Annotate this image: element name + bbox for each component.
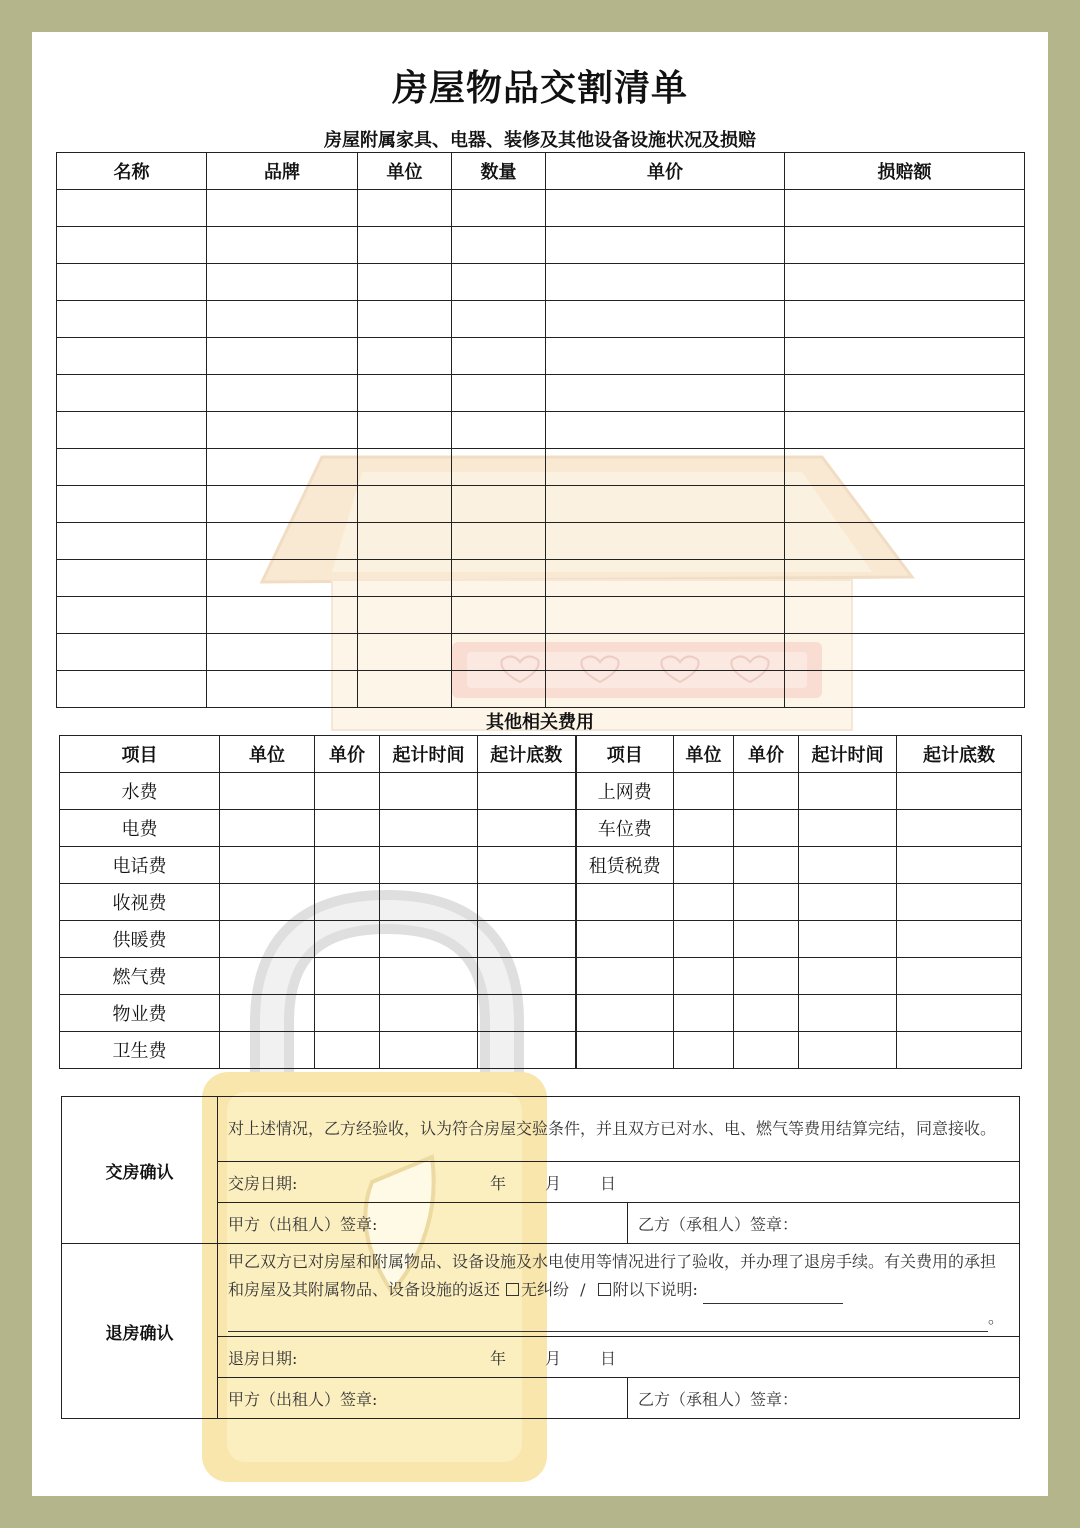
header-brand: 品牌 xyxy=(207,153,358,190)
no-dispute-label: 无纠纷 xyxy=(521,1280,570,1299)
fees-header-item-2: 项目 xyxy=(576,736,674,773)
handover-month: 月 xyxy=(545,1173,562,1193)
header-unit: 单位 xyxy=(358,153,452,190)
furniture-row xyxy=(57,486,1025,523)
see-notes-label: 附以下说明: xyxy=(612,1280,698,1299)
fees-section-title: 其他相关费用 xyxy=(486,712,594,733)
furniture-cell[interactable] xyxy=(57,634,207,671)
furniture-cell[interactable] xyxy=(358,227,452,264)
fees-header-unit-2: 单位 xyxy=(674,736,734,773)
fee-cell[interactable] xyxy=(799,958,897,995)
fee-cell[interactable] xyxy=(799,921,897,958)
furniture-row xyxy=(57,523,1025,560)
furniture-row xyxy=(57,264,1025,301)
furniture-cell[interactable] xyxy=(546,523,785,560)
see-notes-checkbox[interactable] xyxy=(598,1283,611,1296)
furniture-cell[interactable] xyxy=(546,597,785,634)
furniture-row xyxy=(57,671,1025,708)
furniture-row xyxy=(57,227,1025,264)
furniture-cell[interactable] xyxy=(207,412,358,449)
fee-cell[interactable] xyxy=(478,773,576,810)
furniture-cell[interactable] xyxy=(358,190,452,227)
fee-cell[interactable] xyxy=(897,810,1022,847)
furniture-cell[interactable] xyxy=(546,486,785,523)
fee-item-label: 供暖费 xyxy=(60,921,220,958)
furniture-cell[interactable] xyxy=(207,634,358,671)
fee-cell[interactable] xyxy=(897,1032,1022,1069)
fee-cell[interactable] xyxy=(478,884,576,921)
fee-cell[interactable] xyxy=(897,995,1022,1032)
checkout-label: 退房确认 xyxy=(62,1244,218,1419)
furniture-cell[interactable] xyxy=(207,560,358,597)
furniture-cell[interactable] xyxy=(546,301,785,338)
fee-cell[interactable] xyxy=(220,847,315,884)
fee-item-label-right xyxy=(576,921,674,958)
fee-cell[interactable] xyxy=(220,1032,315,1069)
fees-header-row xyxy=(60,736,1022,773)
furniture-cell[interactable] xyxy=(452,264,546,301)
furniture-row xyxy=(57,449,1025,486)
fee-item-label-right xyxy=(576,958,674,995)
fee-cell[interactable] xyxy=(897,958,1022,995)
fee-cell[interactable] xyxy=(220,921,315,958)
furniture-cell[interactable] xyxy=(207,264,358,301)
header-quantity: 数量 xyxy=(452,153,546,190)
checkout-tenant-signature[interactable]: 乙方（承租人）签章： xyxy=(628,1378,1020,1419)
furniture-cell[interactable] xyxy=(785,597,1025,634)
document-page xyxy=(32,32,1048,1496)
handover-date-label: 交房日期: xyxy=(228,1173,298,1193)
furniture-cell[interactable] xyxy=(207,375,358,412)
fee-cell[interactable] xyxy=(897,847,1022,884)
furniture-cell[interactable] xyxy=(546,375,785,412)
furniture-cell[interactable] xyxy=(785,190,1025,227)
fee-cell[interactable] xyxy=(799,773,897,810)
furniture-row xyxy=(57,634,1025,671)
fee-cell[interactable] xyxy=(315,958,380,995)
checkout-month: 月 xyxy=(545,1348,562,1368)
fee-cell[interactable] xyxy=(674,995,734,1032)
furniture-cell[interactable] xyxy=(207,227,358,264)
fee-item-label-right: 车位费 xyxy=(576,810,674,847)
fee-cell[interactable] xyxy=(315,921,380,958)
furniture-row xyxy=(57,412,1025,449)
fees-table xyxy=(59,735,1022,1069)
furniture-cell[interactable] xyxy=(57,264,207,301)
fee-row xyxy=(60,921,1022,958)
furniture-cell[interactable] xyxy=(546,190,785,227)
furniture-cell[interactable] xyxy=(358,301,452,338)
fee-cell[interactable] xyxy=(220,810,315,847)
fee-cell[interactable] xyxy=(315,884,380,921)
furniture-cell[interactable] xyxy=(57,449,207,486)
fee-cell[interactable] xyxy=(315,995,380,1032)
furniture-cell[interactable] xyxy=(57,597,207,634)
handover-statement: 对上述情况，乙方经验收，认为符合房屋交验条件，并且双方已对水、电、燃气等费用结算完结，同意接收。 xyxy=(218,1097,1020,1162)
furniture-cell[interactable] xyxy=(207,301,358,338)
furniture-cell[interactable] xyxy=(452,412,546,449)
fee-cell[interactable] xyxy=(799,884,897,921)
fee-cell[interactable] xyxy=(734,995,799,1032)
furniture-cell[interactable] xyxy=(207,597,358,634)
furniture-row xyxy=(57,190,1025,227)
furniture-row xyxy=(57,597,1025,634)
furniture-cell[interactable] xyxy=(452,523,546,560)
fee-cell[interactable] xyxy=(315,847,380,884)
fees-header-unit-price-2: 单价 xyxy=(734,736,799,773)
furniture-cell[interactable] xyxy=(785,523,1025,560)
fee-cell[interactable] xyxy=(734,810,799,847)
fee-cell[interactable] xyxy=(478,810,576,847)
handover-landlord-signature[interactable]: 甲方（出租人）签章: xyxy=(218,1203,628,1244)
fee-cell[interactable] xyxy=(734,884,799,921)
fee-row xyxy=(60,1032,1022,1069)
furniture-body xyxy=(57,190,1025,708)
fee-cell[interactable] xyxy=(897,884,1022,921)
fees-header-start-time-2: 起计时间 xyxy=(799,736,897,773)
fee-cell[interactable] xyxy=(734,1032,799,1069)
fee-item-label: 水费 xyxy=(60,773,220,810)
furniture-cell[interactable] xyxy=(546,227,785,264)
fee-item-label: 电话费 xyxy=(60,847,220,884)
checkout-landlord-signature[interactable]: 甲方（出租人）签章: xyxy=(218,1378,628,1419)
fee-cell[interactable] xyxy=(674,958,734,995)
end-mark: 。 xyxy=(988,1308,1005,1327)
furniture-cell[interactable] xyxy=(207,523,358,560)
furniture-cell[interactable] xyxy=(57,190,207,227)
furniture-cell[interactable] xyxy=(546,338,785,375)
fee-item-label: 物业费 xyxy=(60,995,220,1032)
fee-cell[interactable] xyxy=(799,810,897,847)
fee-cell[interactable] xyxy=(897,773,1022,810)
fee-cell[interactable] xyxy=(799,1032,897,1069)
furniture-cell[interactable] xyxy=(546,449,785,486)
furniture-cell[interactable] xyxy=(785,338,1025,375)
fee-cell[interactable] xyxy=(380,995,478,1032)
furniture-cell[interactable] xyxy=(358,486,452,523)
furniture-cell[interactable] xyxy=(207,671,358,708)
furniture-cell[interactable] xyxy=(452,449,546,486)
furniture-cell[interactable] xyxy=(358,560,452,597)
header-damage-amount: 损赔额 xyxy=(785,153,1025,190)
fees-header-start-reading: 起计底数 xyxy=(478,736,576,773)
furniture-row xyxy=(57,375,1025,412)
confirmation-table xyxy=(61,1096,1020,1419)
fee-cell[interactable] xyxy=(674,810,734,847)
fee-cell[interactable] xyxy=(478,958,576,995)
fee-item-label-right xyxy=(576,884,674,921)
fee-item-label-right xyxy=(576,1032,674,1069)
fee-cell[interactable] xyxy=(315,1032,380,1069)
furniture-cell[interactable] xyxy=(452,190,546,227)
fee-cell[interactable] xyxy=(315,773,380,810)
furniture-cell[interactable] xyxy=(358,412,452,449)
checkout-statement: 甲乙双方已对房屋和附属物品、设备设施及水电使用等情况进行了验收，并办理了退房手续。有关费用的承担和房屋及其附属物品、设备设施的返还 xyxy=(228,1252,997,1299)
handover-label: 交房确认 xyxy=(62,1097,218,1244)
checkout-statement-cell xyxy=(218,1244,1020,1337)
handover-day: 日 xyxy=(600,1173,617,1193)
fee-cell[interactable] xyxy=(380,847,478,884)
fees-body xyxy=(60,773,1022,1069)
fee-cell[interactable] xyxy=(897,921,1022,958)
furniture-cell[interactable] xyxy=(785,227,1025,264)
fee-cell[interactable] xyxy=(220,884,315,921)
furniture-cell[interactable] xyxy=(207,449,358,486)
fees-header-unit-price: 单价 xyxy=(315,736,380,773)
furniture-cell[interactable] xyxy=(785,375,1025,412)
fee-item-label-right xyxy=(576,995,674,1032)
fee-cell[interactable] xyxy=(734,921,799,958)
fee-cell[interactable] xyxy=(734,958,799,995)
furniture-cell[interactable] xyxy=(452,671,546,708)
furniture-cell[interactable] xyxy=(57,375,207,412)
fee-cell[interactable] xyxy=(380,958,478,995)
fee-cell[interactable] xyxy=(674,1032,734,1069)
fee-cell[interactable] xyxy=(380,810,478,847)
fee-cell[interactable] xyxy=(315,810,380,847)
fee-cell[interactable] xyxy=(380,773,478,810)
furniture-cell[interactable] xyxy=(452,338,546,375)
fee-item-label: 燃气费 xyxy=(60,958,220,995)
furniture-cell[interactable] xyxy=(452,634,546,671)
furniture-cell[interactable] xyxy=(358,671,452,708)
fee-cell[interactable] xyxy=(734,773,799,810)
furniture-header-row xyxy=(57,153,1025,190)
fee-cell[interactable] xyxy=(674,921,734,958)
handover-tenant-signature[interactable]: 乙方（承租人）签章： xyxy=(628,1203,1020,1244)
furniture-cell[interactable] xyxy=(358,634,452,671)
fee-row xyxy=(60,995,1022,1032)
furniture-cell[interactable] xyxy=(358,449,452,486)
furniture-cell[interactable] xyxy=(785,560,1025,597)
fee-cell[interactable] xyxy=(734,847,799,884)
notes-blank-line-1[interactable] xyxy=(703,1283,843,1304)
handover-date-row xyxy=(218,1162,1020,1203)
furniture-cell[interactable] xyxy=(785,486,1025,523)
checkout-day: 日 xyxy=(600,1348,617,1368)
furniture-cell[interactable] xyxy=(358,338,452,375)
furniture-cell[interactable] xyxy=(207,486,358,523)
furniture-cell[interactable] xyxy=(57,338,207,375)
furniture-cell[interactable] xyxy=(57,412,207,449)
furniture-cell[interactable] xyxy=(546,264,785,301)
furniture-row xyxy=(57,338,1025,375)
fee-cell[interactable] xyxy=(478,995,576,1032)
furniture-row xyxy=(57,301,1025,338)
furniture-table xyxy=(56,152,1025,708)
furniture-cell[interactable] xyxy=(785,301,1025,338)
fee-item-label: 收视费 xyxy=(60,884,220,921)
furniture-cell[interactable] xyxy=(57,523,207,560)
fees-header-unit: 单位 xyxy=(220,736,315,773)
furniture-cell[interactable] xyxy=(785,412,1025,449)
fee-cell[interactable] xyxy=(799,847,897,884)
fee-row xyxy=(60,773,1022,810)
notes-blank-line-2[interactable] xyxy=(228,1311,988,1332)
furniture-cell[interactable] xyxy=(546,412,785,449)
fee-cell[interactable] xyxy=(674,884,734,921)
fee-cell[interactable] xyxy=(674,847,734,884)
furniture-row xyxy=(57,560,1025,597)
furniture-cell[interactable] xyxy=(546,560,785,597)
fee-cell[interactable] xyxy=(380,921,478,958)
fee-cell[interactable] xyxy=(478,1032,576,1069)
furniture-cell[interactable] xyxy=(358,597,452,634)
fee-cell[interactable] xyxy=(380,884,478,921)
furniture-cell[interactable] xyxy=(358,375,452,412)
furniture-cell[interactable] xyxy=(546,671,785,708)
fee-row xyxy=(60,884,1022,921)
fee-cell[interactable] xyxy=(220,773,315,810)
furniture-cell[interactable] xyxy=(358,264,452,301)
fees-header-start-time: 起计时间 xyxy=(380,736,478,773)
fee-row xyxy=(60,958,1022,995)
furniture-cell[interactable] xyxy=(452,301,546,338)
furniture-cell[interactable] xyxy=(452,375,546,412)
checkout-date-row xyxy=(218,1337,1020,1378)
furniture-cell[interactable] xyxy=(546,634,785,671)
fee-cell[interactable] xyxy=(380,1032,478,1069)
checkout-date-label: 退房日期: xyxy=(228,1348,298,1368)
furniture-cell[interactable] xyxy=(785,264,1025,301)
fee-cell[interactable] xyxy=(220,995,315,1032)
furniture-cell[interactable] xyxy=(452,560,546,597)
furniture-cell[interactable] xyxy=(785,634,1025,671)
furniture-section-title: 房屋附属家具、电器、装修及其他设备设施状况及损赔 xyxy=(324,130,756,151)
fee-item-label-right: 上网费 xyxy=(576,773,674,810)
furniture-cell[interactable] xyxy=(207,338,358,375)
fees-header-item: 项目 xyxy=(60,736,220,773)
no-dispute-checkbox[interactable] xyxy=(506,1283,519,1296)
fee-item-label-right: 租赁税费 xyxy=(576,847,674,884)
fee-cell[interactable] xyxy=(674,773,734,810)
furniture-cell[interactable] xyxy=(57,560,207,597)
furniture-cell[interactable] xyxy=(207,190,358,227)
furniture-cell[interactable] xyxy=(785,449,1025,486)
fee-cell[interactable] xyxy=(478,847,576,884)
handover-year: 年 xyxy=(490,1173,507,1193)
fee-cell[interactable] xyxy=(220,958,315,995)
fee-item-label: 卫生费 xyxy=(60,1032,220,1069)
furniture-cell[interactable] xyxy=(57,486,207,523)
furniture-cell[interactable] xyxy=(452,597,546,634)
fee-row xyxy=(60,847,1022,884)
furniture-cell[interactable] xyxy=(452,227,546,264)
checkout-year: 年 xyxy=(490,1348,507,1368)
fee-cell[interactable] xyxy=(478,921,576,958)
fee-cell[interactable] xyxy=(799,995,897,1032)
furniture-cell[interactable] xyxy=(57,227,207,264)
document-title: 房屋物品交割清单 xyxy=(391,67,688,109)
fee-item-label: 电费 xyxy=(60,810,220,847)
furniture-cell[interactable] xyxy=(57,671,207,708)
option-divider: / xyxy=(580,1280,586,1299)
furniture-cell[interactable] xyxy=(785,671,1025,708)
furniture-cell[interactable] xyxy=(452,486,546,523)
header-unit-price: 单价 xyxy=(546,153,785,190)
fee-row xyxy=(60,810,1022,847)
fees-header-start-reading-2: 起计底数 xyxy=(897,736,1022,773)
furniture-cell[interactable] xyxy=(358,523,452,560)
furniture-cell[interactable] xyxy=(57,301,207,338)
header-name: 名称 xyxy=(57,153,207,190)
